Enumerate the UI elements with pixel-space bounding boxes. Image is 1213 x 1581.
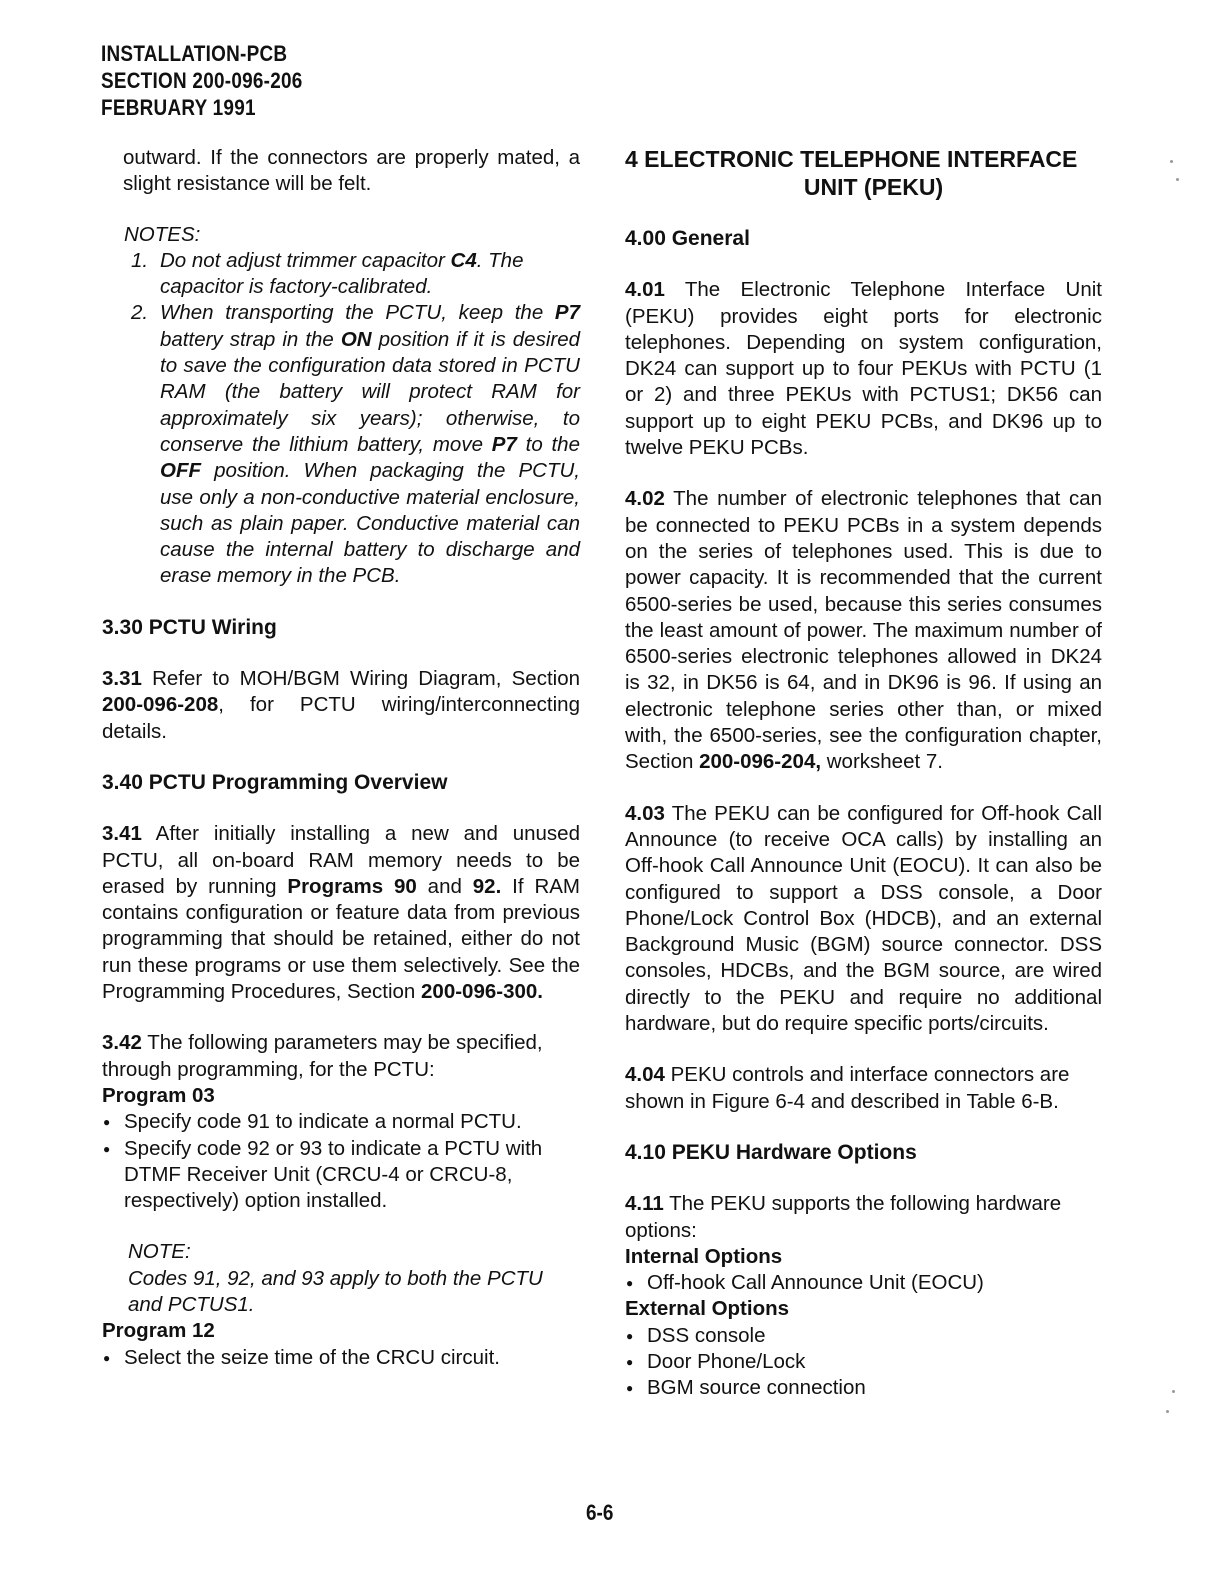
- note-1-number: 1.: [131, 248, 149, 272]
- program-12-heading: Program 12: [102, 1319, 215, 1343]
- list-item: ● DSS console: [625, 1323, 1102, 1349]
- header-section: SECTION 200-096-206: [101, 68, 303, 93]
- list-item: ● Specify code 92 or 93 to indicate a PCTU with DTMF Receiver Unit (CRCU-4 or CRCU-8, respectively) option installed.: [102, 1136, 580, 1215]
- list-item: ● Select the seize time of the CRCU circuit.: [102, 1345, 580, 1371]
- list-item: ● Off-hook Call Announce Unit (EOCU): [625, 1270, 1102, 1296]
- notes-block: [102, 222, 580, 590]
- program-12-list: [102, 1345, 580, 1371]
- paragraph-4-03: 4.03 The PEKU can be configured for Off-hook Call Announce (to receive OCA calls) by installing an Off-hook Call Announce Unit (EOCU). It can also be configured to support a DSS console, a Door Phone/Lock Control Box (HDCB), and an external Background Music (BGM) source connector. DSS consoles, HDCBs, and the BGM source, are wired directly to the PEKU and require no additional hardware, but do require specific ports/circuits.: [625, 801, 1102, 1036]
- heading-4-10: 4.10 PEKU Hardware Options: [625, 1140, 917, 1164]
- list-item: ● Door Phone/Lock: [625, 1349, 1102, 1375]
- page-header: [101, 40, 303, 121]
- left-column: [102, 145, 580, 1371]
- paragraph-3-42: 3.42 The following parameters may be specified, through programming, for the PCTU:: [102, 1031, 543, 1081]
- program-03-list: [102, 1109, 580, 1214]
- paragraph-4-11: 4.11 The PEKU supports the following hardware options:: [625, 1192, 1062, 1242]
- list-item: ● BGM source connection: [625, 1375, 1102, 1401]
- header-date: FEBRUARY 1991: [101, 95, 256, 120]
- note-text: Codes 91, 92, and 93 apply to both the PCTU and PCTUS1.: [128, 1266, 543, 1316]
- section-4-title-line2: UNIT (PEKU): [803, 174, 944, 200]
- external-options-list: [625, 1323, 1102, 1402]
- scan-speck: [1172, 1390, 1175, 1393]
- scan-speck: [1176, 178, 1179, 181]
- paragraph-3-41: 3.41 After initially installing a new and unused PCTU, all on-board RAM memory needs to be erased by running Programs 90 and 92. If RAM contains configuration or feature data from previous programming that should be retained, either do not run these programs or use them selectively. See the Programming Procedures, Section 200-096-300.: [102, 822, 581, 1004]
- paragraph-4-01: 4.01 The Electronic Telephone Interface Unit (PEKU) provides eight ports for electronic telephones. Depending on system configuration, DK24 can support up to four PEKUs with PCTU (1 or 2) and three PEKUs with PCTUS1; DK56 can support up to eight PEKU PCBs, and DK96 up to twelve PEKU PCBs.: [625, 278, 1102, 460]
- intro-paragraph: outward. If the connectors are properly mated, a slight resistance will be felt.: [123, 146, 580, 196]
- paragraph-4-02: 4.02 The number of electronic telephones that can be connected to PEKU PCBs in a system depends on the series of telephones used. This is due to power capacity. It is recommended that the current 6500-series be used, because this series consumes the least amount of power. The maximum number of 6500-series electronic telephones allowed in DK24 is 32, in DK56 is 64, and in DK96 is 96. If using an electronic telephone series other than, or mixed with, the 6500-series, see the configuration chapter, Section 200-096-204, worksheet 7.: [625, 487, 1102, 774]
- scan-speck: [1166, 1410, 1169, 1413]
- notes-label: NOTES:: [124, 222, 201, 246]
- page-number: 6-6: [586, 1500, 614, 1525]
- heading-3-30: 3.30 PCTU Wiring: [102, 615, 277, 639]
- external-options-heading: External Options: [625, 1297, 790, 1321]
- program-03-heading: Program 03: [102, 1083, 215, 1107]
- scan-speck: [1170, 160, 1173, 163]
- paragraph-4-04: 4.04 PEKU controls and interface connectors are shown in Figure 6-4 and described in Table 6-B.: [625, 1063, 1070, 1113]
- section-4-title-line1: 4 ELECTRONIC TELEPHONE INTERFACE: [625, 146, 1078, 172]
- internal-options-heading: Internal Options: [625, 1244, 783, 1268]
- header-doc-type: INSTALLATION-PCB: [101, 41, 288, 66]
- note-2-number: 2.: [131, 301, 149, 325]
- right-column: [625, 145, 1102, 1402]
- internal-options-list: [625, 1270, 1102, 1296]
- note-2: 2. When transporting the PCTU, keep the P7 battery strap in the ON position if it is desired to save the configuration data stored in PCTU RAM (the battery will protect RAM for approximately six years); otherwise, to conserve the lithium battery, move P7 to the OFF position. When packaging the PCTU, use only a non-conductive material enclosure, such as plain paper. Conductive material can cause the internal battery to discharge and erase memory in the PCB.: [131, 301, 580, 588]
- paragraph-3-31: 3.31 Refer to MOH/BGM Wiring Diagram, Section 200-096-208, for PCTU wiring/interconnecting details.: [102, 667, 580, 743]
- note-block: [102, 1239, 580, 1318]
- list-item: ● Specify code 91 to indicate a normal PCTU.: [102, 1109, 580, 1135]
- heading-4-00: 4.00 General: [625, 227, 750, 250]
- section-4-title: [625, 145, 1102, 201]
- note-1: 1. Do not adjust trimmer capacitor C4. The capacitor is factory-calibrated.: [131, 248, 524, 299]
- heading-3-40: 3.40 PCTU Programming Overview: [102, 770, 448, 794]
- note-label: NOTE:: [128, 1240, 191, 1264]
